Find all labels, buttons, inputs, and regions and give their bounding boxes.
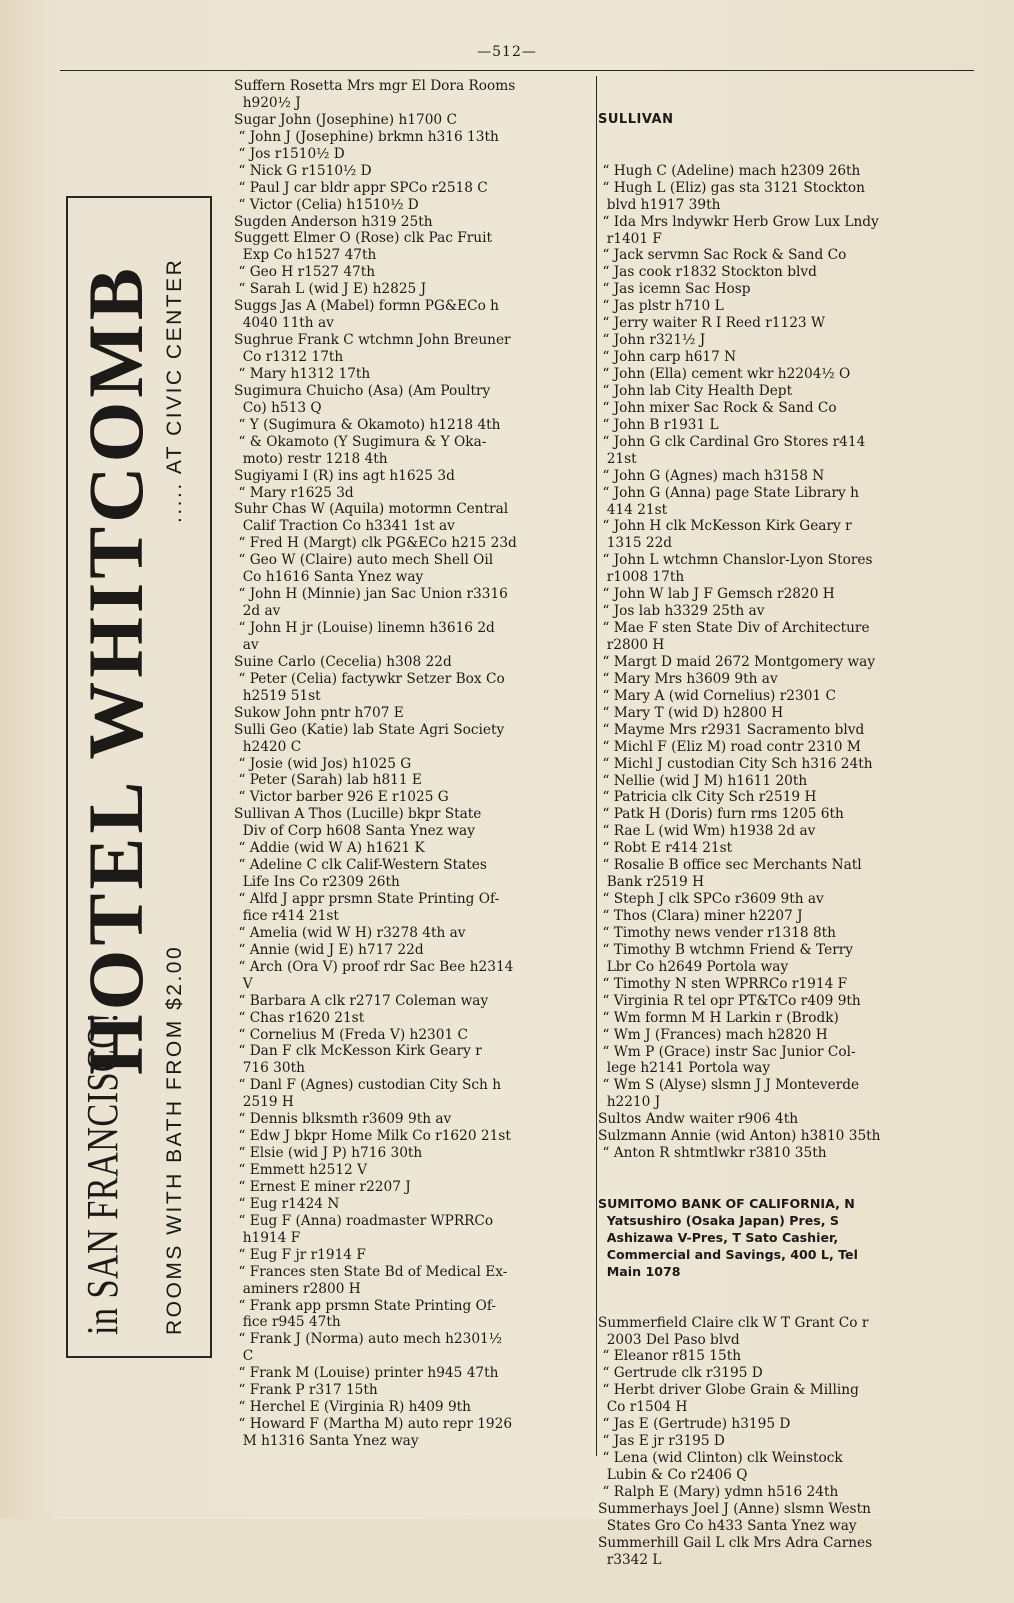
directory-entry-line: “ Jas E (Gertrude) h3195 D bbox=[598, 1416, 791, 1433]
directory-entry-line: fice r945 47th bbox=[234, 1314, 341, 1331]
directory-entry-line: “ Elsie (wid J P) h716 30th bbox=[234, 1145, 423, 1162]
directory-entry-line: “ Sarah L (wid J E) h2825 J bbox=[234, 281, 427, 298]
directory-entry-line: Suggs Jas A (Mabel) formn PG&ECo h bbox=[234, 298, 499, 315]
directory-entry-line: “ Jas icemn Sac Hosp bbox=[598, 281, 751, 298]
directory-entry-line: “ Victor (Celia) h1510½ D bbox=[234, 196, 419, 213]
directory-entry-line: r1008 17th bbox=[598, 569, 685, 586]
directory-entry-line: “ Jerry waiter R I Reed r1123 W bbox=[598, 315, 826, 332]
directory-entry-line: SUMITOMO BANK OF CALIFORNIA, N bbox=[598, 1195, 855, 1211]
directory-entry-line: h2420 C bbox=[234, 738, 302, 755]
directory-entry-line: “ Mary Mrs h3609 9th av bbox=[598, 670, 778, 687]
directory-entry-line: “ Lena (wid Clinton) clk Weinstock bbox=[598, 1450, 843, 1467]
directory-entry-line: “ Mae F sten State Div of Architecture bbox=[598, 620, 870, 637]
directory-entry-line: h1914 F bbox=[234, 1229, 301, 1246]
directory-entry-line: “ Frank P r317 15th bbox=[234, 1382, 378, 1399]
directory-entry-line: “ Herchel E (Virginia R) h409 9th bbox=[234, 1399, 471, 1416]
directory-entry-line: “ Timothy news vender r1318 8th bbox=[598, 924, 836, 941]
directory-entry-line: “ Howard F (Martha M) auto repr 1926 bbox=[234, 1416, 513, 1433]
directory-entry-line: “ John r321½ J bbox=[598, 332, 706, 349]
directory-entry-line: Summerfield Claire clk W T Grant Co r bbox=[598, 1314, 869, 1331]
directory-entry-line: Commercial and Savings, 400 L, Tel bbox=[598, 1246, 858, 1262]
directory-entry-line: “ Geo W (Claire) auto mech Shell Oil bbox=[234, 552, 494, 569]
directory-entry-line: Lbr Co h2649 Portola way bbox=[598, 958, 789, 975]
directory-entry-line: “ Timothy N sten WPRRCo r1914 F bbox=[598, 975, 848, 992]
directory-entry-line: “ Edw J bkpr Home Milk Co r1620 21st bbox=[234, 1128, 511, 1145]
directory-entry-line: “ Wm P (Grace) instr Sac Junior Col- bbox=[598, 1043, 856, 1060]
directory-entry-line: “ John G (Anna) page State Library h bbox=[598, 484, 859, 501]
directory-entry-line: “ John J (Josephine) brkmn h316 13th bbox=[234, 128, 499, 145]
directory-entry-line: “ Dennis blksmth r3609 9th av bbox=[234, 1111, 452, 1128]
directory-entry-line: “ Jas cook r1832 Stockton blvd bbox=[598, 264, 817, 281]
right-column-entries bbox=[598, 163, 963, 1162]
directory-entry-line: “ Danl F (Agnes) custodian City Sch h bbox=[234, 1077, 502, 1094]
directory-entry-line: “ Robt E r414 21st bbox=[598, 840, 733, 857]
directory-entry-line: “ John H clk McKesson Kirk Geary r bbox=[598, 518, 852, 535]
directory-entry-line: “ Frank J (Norma) auto mech h2301½ bbox=[234, 1331, 503, 1348]
directory-entry-line: “ Ralph E (Mary) ydmn h516 24th bbox=[598, 1483, 839, 1500]
right-column-entries-after bbox=[598, 1315, 963, 1569]
directory-entry-line: “ Timothy B wtchmn Friend & Terry bbox=[598, 941, 854, 958]
directory-entry-line: “ Eug F (Anna) roadmaster WPRRCo bbox=[234, 1212, 494, 1229]
directory-entry-line: “ Eleanor r815 15th bbox=[598, 1348, 742, 1365]
directory-entry-line: Exp Co h1527 47th bbox=[234, 247, 377, 264]
column-divider bbox=[596, 76, 597, 1456]
directory-entry-line: “ John W lab J F Gemsch r2820 H bbox=[598, 586, 835, 603]
directory-entry-line: Summerhill Gail L clk Mrs Adra Carnes bbox=[598, 1534, 873, 1551]
directory-entry-line: “ Fred H (Margt) clk PG&ECo h215 23d bbox=[234, 535, 517, 552]
directory-entry-line: “ John lab City Health Dept bbox=[598, 382, 793, 399]
directory-entry-line: 716 30th bbox=[234, 1060, 305, 1077]
directory-entry-line: “ Annie (wid J E) h717 22d bbox=[234, 941, 424, 958]
directory-entry-line: moto) restr 1218 4th bbox=[234, 450, 388, 467]
directory-entry-line: 2519 H bbox=[234, 1094, 294, 1111]
directory-entry-line: “ Frank M (Louise) printer h945 47th bbox=[234, 1365, 499, 1382]
directory-entry-line: “ Patk H (Doris) furn rms 1205 6th bbox=[598, 806, 844, 823]
left-column bbox=[234, 78, 594, 1450]
directory-entry-line: Co) h513 Q bbox=[234, 399, 322, 416]
directory-entry-line: C bbox=[234, 1348, 254, 1365]
directory-entry-line: 2d av bbox=[234, 603, 281, 620]
directory-entry-line: States Gro Co h433 Santa Ynez way bbox=[598, 1517, 857, 1534]
directory-entry-line: “ Mary h1312 17th bbox=[234, 365, 371, 382]
directory-entry-line: “ Herbt driver Globe Grain & Milling bbox=[598, 1382, 859, 1399]
directory-entry-line: “ Virginia R tel opr PT&TCo r409 9th bbox=[598, 992, 861, 1009]
directory-entry-line: “ Jas E jr r3195 D bbox=[598, 1433, 725, 1450]
directory-entry-line: Ashizawa V-Pres, T Sato Cashier, bbox=[598, 1229, 839, 1245]
directory-entry-line: “ Cornelius M (Freda V) h2301 C bbox=[234, 1026, 468, 1043]
directory-entry-line: “ & Okamoto (Y Sugimura & Y Oka- bbox=[234, 433, 487, 450]
directory-entry-line: “ Emmett h2512 V bbox=[234, 1162, 367, 1178]
directory-entry-line: Bank r2519 H bbox=[598, 874, 705, 891]
directory-entry-line: “ Wm formn M H Larkin r (Brodk) bbox=[598, 1009, 839, 1026]
directory-entry-line: h2519 51st bbox=[234, 687, 321, 704]
directory-entry-line: “ Geo H r1527 47th bbox=[234, 264, 376, 281]
directory-entry-line: “ Thos (Clara) miner h2207 J bbox=[598, 908, 803, 924]
directory-entry-line: “ Peter (Sarah) lab h811 E bbox=[234, 772, 422, 789]
directory-entry-line: “ Ernest E miner r2207 J bbox=[234, 1178, 411, 1195]
ad-location: ..... AT CIVIC CENTER bbox=[163, 257, 186, 523]
directory-entry-line: “ Addie (wid W A) h1621 K bbox=[234, 840, 425, 857]
directory-entry-line: av bbox=[234, 636, 259, 653]
directory-entry-line: “ Amelia (wid W H) r3278 4th av bbox=[234, 924, 466, 941]
directory-entry-line: r3342 L bbox=[598, 1551, 662, 1568]
directory-entry-line: M h1316 Santa Ynez way bbox=[234, 1433, 419, 1449]
directory-entry-line: “ Ida Mrs lndywkr Herb Grow Lux Lndy bbox=[598, 213, 879, 230]
directory-entry-line: “ John H jr (Louise) linemn h3616 2d bbox=[234, 620, 495, 636]
directory-entry-line: “ John H (Minnie) jan Sac Union r3316 bbox=[234, 586, 508, 603]
directory-entry-line: Yatsushiro (Osaka Japan) Pres, S bbox=[598, 1212, 839, 1228]
directory-entry-line: “ Paul J car bldr appr SPCo r2518 C bbox=[234, 179, 488, 196]
directory-entry-line: “ Frank app prsmn State Printing Of- bbox=[234, 1297, 497, 1314]
directory-entry-line: “ Rosalie B office sec Merchants Natl bbox=[598, 857, 862, 874]
directory-entry-line: V bbox=[234, 975, 253, 992]
directory-entry-line: “ Victor barber 926 E r1025 G bbox=[234, 789, 449, 806]
directory-entry-line: “ John mixer Sac Rock & Sand Co bbox=[598, 399, 837, 416]
ad-rooms-price: ROOMS WITH BATH FROM $2.00 bbox=[163, 944, 186, 1335]
directory-entry-line: blvd h1917 39th bbox=[598, 196, 721, 213]
directory-entry-line: “ Josie (wid Jos) h1025 G bbox=[234, 755, 412, 772]
hotel-advertisement bbox=[66, 196, 212, 1358]
sumitomo-bank-listing bbox=[598, 1196, 963, 1281]
directory-entry-line: “ Wm J (Frances) mach h2820 H bbox=[598, 1026, 828, 1043]
directory-entry-line: “ Gertrude clk r3195 D bbox=[598, 1365, 763, 1382]
ad-city: in SAN FRANCISCO! bbox=[78, 1011, 127, 1335]
directory-entry-line: “ Rae L (wid Wm) h1938 2d av bbox=[598, 823, 816, 840]
directory-entry-line: 4040 11th av bbox=[234, 315, 334, 332]
directory-entry-line: 21st bbox=[598, 450, 637, 467]
directory-entry-line: “ John B r1931 L bbox=[598, 416, 719, 433]
right-column bbox=[598, 78, 963, 1603]
directory-entry-line: Lubin & Co r2406 Q bbox=[598, 1467, 748, 1483]
directory-entry-line: Suine Carlo (Cecelia) h308 22d bbox=[234, 653, 452, 670]
directory-entry-line: Sughrue Frank C wtchmn John Breuner bbox=[234, 332, 511, 349]
directory-entry-line: Sukow John pntr h707 E bbox=[234, 704, 404, 721]
directory-entry-line: “ Dan F clk McKesson Kirk Geary r bbox=[234, 1043, 482, 1060]
directory-entry-line: Sugden Anderson h319 25th bbox=[234, 213, 433, 230]
directory-entry-line: h920½ J bbox=[234, 94, 301, 111]
directory-entry-line: r2800 H bbox=[598, 637, 665, 653]
directory-entry-line: Sulzmann Annie (wid Anton) h3810 35th bbox=[598, 1128, 881, 1145]
directory-entry-line: “ Eug F jr r1914 F bbox=[234, 1246, 366, 1263]
directory-entry-line: 2003 Del Paso blvd bbox=[598, 1331, 740, 1348]
directory-entry-line: “ John carp h617 N bbox=[598, 349, 737, 366]
page-number: —512— bbox=[477, 44, 537, 60]
directory-entry-line: “ Nick G r1510½ D bbox=[234, 162, 372, 179]
directory-entry-line: Sugimura Chuicho (Asa) (Am Poultry bbox=[234, 382, 491, 399]
directory-entry-line: Sugiyami I (R) ins agt h1625 3d bbox=[234, 467, 455, 484]
directory-entry-line: “ Mayme Mrs r2931 Sacramento blvd bbox=[598, 721, 865, 738]
directory-entry-line: “ John L wtchmn Chanslor-Lyon Stores bbox=[598, 552, 873, 569]
advertisement-rotated-text bbox=[73, 207, 205, 1347]
directory-entry-line: “ John G clk Cardinal Gro Stores r414 bbox=[598, 433, 866, 450]
directory-entry-line: Co h1616 Santa Ynez way bbox=[234, 569, 424, 586]
directory-entry-line: Suhr Chas W (Aquila) motormn Central bbox=[234, 501, 509, 518]
directory-entry-line: “ Barbara A clk r2717 Coleman way bbox=[234, 992, 489, 1009]
directory-entry-line: 414 21st bbox=[598, 501, 668, 518]
directory-entry-line: “ Jos lab h3329 25th av bbox=[598, 603, 765, 620]
directory-entry-line: Calif Traction Co h3341 1st av bbox=[234, 518, 455, 535]
directory-entry-line: lege h2141 Portola way bbox=[598, 1060, 771, 1077]
directory-entry-line: Co r1504 H bbox=[598, 1399, 688, 1416]
header-rule bbox=[60, 70, 974, 71]
directory-entry-line: “ Steph J clk SPCo r3609 9th av bbox=[598, 891, 824, 908]
directory-entry-line: “ Eug r1424 N bbox=[234, 1195, 340, 1212]
directory-entry-line: “ Y (Sugimura & Okamoto) h1218 4th bbox=[234, 416, 501, 433]
directory-entry-line: Life Ins Co r2309 26th bbox=[234, 874, 400, 891]
directory-entry-line: “ Jos r1510½ D bbox=[234, 145, 345, 162]
directory-entry-line: “ Mary A (wid Cornelius) r2301 C bbox=[598, 687, 836, 704]
directory-entry-line: r1401 F bbox=[598, 230, 662, 247]
directory-entry-line: “ Michl F (Eliz M) road contr 2310 M bbox=[598, 738, 861, 755]
directory-entry-line: aminers r2800 H bbox=[234, 1280, 361, 1297]
directory-entry-line: “ Alfd J appr prsmn State Printing Of- bbox=[234, 891, 500, 907]
directory-entry-line: h2210 J bbox=[598, 1094, 661, 1111]
directory-entry-line: “ Peter (Celia) factywkr Setzer Box Co bbox=[234, 670, 505, 687]
directory-entry-line: “ Nellie (wid J M) h1611 20th bbox=[598, 772, 808, 789]
directory-entry-line: “ John G (Agnes) mach h3158 N bbox=[598, 467, 825, 484]
directory-entry-line: “ Margt D maid 2672 Montgomery way bbox=[598, 653, 876, 670]
directory-entry-line: “ Wm S (Alyse) slsmn J J Monteverde bbox=[598, 1077, 860, 1094]
directory-entry-line: “ Chas r1620 21st bbox=[234, 1009, 365, 1026]
directory-entry-line: Sullivan A Thos (Lucille) bkpr State bbox=[234, 806, 482, 823]
ad-hotel-name: HOTEL WHITCOMB bbox=[72, 264, 159, 1075]
directory-entry-line: “ Arch (Ora V) proof rdr Sac Bee h2314 bbox=[234, 958, 514, 975]
directory-entry-line: “ Jas plstr h710 L bbox=[598, 298, 724, 315]
directory-entry-line: “ Adeline C clk Calif-Western States bbox=[234, 857, 487, 874]
directory-entry-line: Sugar John (Josephine) h1700 C bbox=[234, 111, 457, 128]
directory-entry-line: “ Hugh L (Eliz) gas sta 3121 Stockton bbox=[598, 179, 865, 196]
directory-entry-line: “ Hugh C (Adeline) mach h2309 26th bbox=[598, 162, 861, 179]
directory-entry-line: “ Jack servmn Sac Rock & Sand Co bbox=[598, 247, 847, 264]
directory-entry-line: Main 1078 bbox=[598, 1263, 681, 1279]
directory-entry-line: “ Michl J custodian City Sch h316 24th bbox=[598, 755, 873, 772]
directory-entry-line: Suggett Elmer O (Rose) clk Pac Fruit bbox=[234, 230, 492, 247]
directory-entry-line: “ John (Ella) cement wkr h2204½ O bbox=[598, 366, 851, 382]
directory-entry-line: “ Frances sten State Bd of Medical Ex- bbox=[234, 1263, 508, 1280]
directory-entry-line: Sulli Geo (Katie) lab State Agri Society bbox=[234, 721, 505, 738]
directory-entry-line: “ Patricia clk City Sch r2519 H bbox=[598, 789, 817, 806]
directory-entry-line: “ Mary r1625 3d bbox=[234, 484, 354, 501]
directory-entry-line: 1315 22d bbox=[598, 535, 673, 552]
directory-entry-line: “ Mary T (wid D) h2800 H bbox=[598, 704, 784, 721]
directory-entry-line: Div of Corp h608 Santa Ynez way bbox=[234, 823, 475, 840]
directory-entry-line: fice r414 21st bbox=[234, 907, 339, 924]
directory-entry-line: Sultos Andw waiter r906 4th bbox=[598, 1111, 799, 1128]
directory-entry-line: Co r1312 17th bbox=[234, 349, 344, 365]
directory-entry-line: “ Anton R shtmtlwkr r3810 35th bbox=[598, 1145, 827, 1162]
directory-entry-line: Suffern Rosetta Mrs mgr El Dora Rooms bbox=[234, 78, 516, 94]
section-heading: SULLIVAN bbox=[598, 111, 674, 127]
directory-entry-line: Summerhays Joel J (Anne) slsmn Westn bbox=[598, 1500, 871, 1517]
